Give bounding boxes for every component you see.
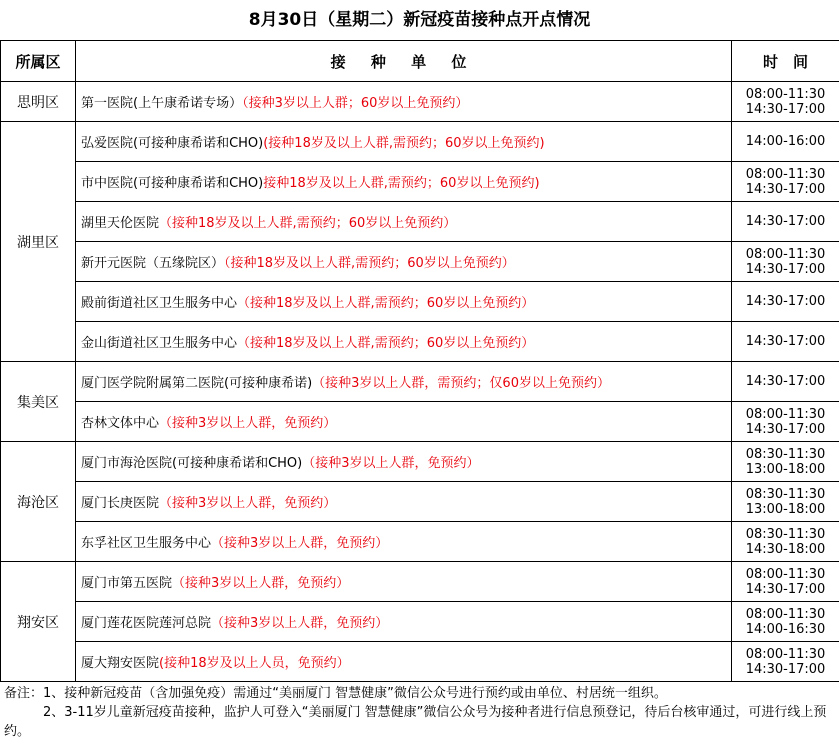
time-slot: 14:30-17:00	[745, 421, 826, 437]
eligibility-note: （接种3岁以上人群，免预约）	[159, 496, 337, 511]
time-slot: 08:00-11:30	[745, 566, 826, 582]
time-slot: 14:30-17:00	[745, 214, 826, 229]
eligibility-note: （接种3岁以上人群，免预约）	[172, 576, 350, 591]
table-row	[1, 162, 839, 202]
site-name: 市中医院(可接种康希诺和CHO)	[81, 176, 264, 191]
time-cell	[732, 362, 839, 402]
time-cell	[732, 402, 839, 442]
time-cell	[732, 602, 839, 642]
table-row	[1, 122, 839, 162]
table-row	[1, 482, 839, 522]
site-name: 厦门市海沧医院(可接种康希诺和CHO)	[81, 456, 303, 471]
site-cell	[76, 482, 732, 522]
time-slot: 14:30-18:00	[745, 541, 826, 557]
time-cell	[732, 82, 839, 122]
eligibility-note: （接种3岁以上人群，免预约）	[211, 536, 389, 551]
time-cell	[732, 242, 839, 282]
time-slot: 08:00-11:30	[745, 246, 826, 262]
site-name: 殿前街道社区卫生服务中心	[81, 296, 238, 311]
page-title: 8月30日（星期二）新冠疫苗接种点开点情况	[248, 10, 591, 30]
site-cell	[76, 562, 732, 602]
time-cell	[732, 442, 839, 482]
site-cell	[76, 82, 732, 122]
site-name: 厦门市第五医院	[81, 576, 173, 591]
time-cell	[732, 642, 839, 682]
eligibility-note: （接种3岁以上人群，需预约；仅60岁以上免预约）	[312, 376, 610, 391]
time-slot: 08:30-11:30	[745, 446, 826, 462]
site-cell	[76, 522, 732, 562]
table-row	[1, 522, 839, 562]
eligibility-note: （接种18岁及以上人群,需预约；60岁以上免预约）	[159, 216, 457, 231]
district-cell: 海沧区	[1, 442, 76, 562]
time-slot: 08:00-11:30	[745, 406, 826, 422]
time-slot: 14:00-16:00	[745, 134, 826, 149]
eligibility-note: （接种3岁以上人群，免预约）	[159, 416, 337, 431]
time-slot: 14:30-17:00	[745, 101, 826, 117]
site-name: 杏林文体中心	[81, 416, 160, 431]
table-row	[1, 282, 839, 322]
table-row	[1, 602, 839, 642]
time-slot: 14:30-17:00	[745, 334, 826, 349]
district-cell: 湖里区	[1, 122, 76, 362]
time-cell	[732, 482, 839, 522]
time-slot: 13:00-18:00	[745, 501, 826, 517]
note-line-2: 2、3-11岁儿童新冠疫苗接种，监护人可登入“美丽厦门 智慧健康”微信公众号为接种者进行信息预登记，待后台核审通过，可进行线上预约。	[4, 705, 827, 739]
eligibility-note: （接种3岁以上人群，免预约）	[211, 616, 389, 631]
eligibility-note: （接种18岁及以上人群,需预约；60岁以上免预约）	[237, 336, 535, 351]
time-slot: 08:00-11:30	[745, 86, 826, 102]
time-column-header: 时 间	[732, 41, 839, 82]
time-cell	[732, 282, 839, 322]
time-slot: 14:30-17:00	[745, 181, 826, 197]
time-slot: 14:30-17:00	[745, 661, 826, 677]
table-row	[1, 362, 839, 402]
district-cell: 翔安区	[1, 562, 76, 682]
table-row	[1, 202, 839, 242]
time-slot: 14:30-17:00	[745, 374, 826, 389]
time-slot: 14:00-16:30	[745, 621, 826, 637]
table-row	[1, 562, 839, 602]
unit-column-header: 接 种 单 位	[76, 41, 732, 82]
site-name: 东孚社区卫生服务中心	[81, 536, 212, 551]
district-column-header: 所属区	[1, 41, 76, 82]
eligibility-note: (接种18岁及以上人群,需预约；60岁以上免预约)	[263, 136, 545, 151]
site-cell	[76, 122, 732, 162]
site-name: 厦门长庚医院	[81, 496, 160, 511]
site-name: 厦门医学院附属第二医院(可接种康希诺)	[81, 376, 313, 391]
time-cell	[732, 202, 839, 242]
time-slot: 08:00-11:30	[745, 606, 826, 622]
time-slot: 13:00-18:00	[745, 461, 826, 477]
site-name: 新开元医院（五缘院区）	[81, 256, 225, 271]
site-name: 厦大翔安医院	[81, 656, 160, 671]
site-cell	[76, 602, 732, 642]
time-cell	[732, 522, 839, 562]
table-body	[1, 82, 839, 682]
eligibility-note: （接种3岁以上人群；60岁以上免预约）	[242, 96, 469, 111]
time-cell	[732, 122, 839, 162]
time-slot: 08:30-11:30	[745, 526, 826, 542]
time-slot: 08:30-11:30	[745, 486, 826, 502]
site-cell	[76, 282, 732, 322]
table-header-row	[1, 41, 839, 82]
time-cell	[732, 562, 839, 602]
table-row	[1, 442, 839, 482]
eligibility-note: (接种18岁及以上人员，免预约）	[159, 656, 350, 671]
table-row	[1, 82, 839, 122]
time-slot: 08:00-11:30	[745, 646, 826, 662]
time-cell	[732, 322, 839, 362]
time-slot: 08:00-11:30	[745, 166, 826, 182]
table-row	[1, 242, 839, 282]
site-name: 厦门莲花医院莲河总院	[81, 616, 212, 631]
site-cell	[76, 242, 732, 282]
site-cell	[76, 162, 732, 202]
table-row	[1, 402, 839, 442]
time-slot: 14:30-17:00	[745, 261, 826, 277]
site-cell	[76, 402, 732, 442]
notes-section	[4, 684, 838, 741]
vaccination-schedule-table	[0, 40, 839, 682]
site-name: 第一医院(上午康希诺专场）	[81, 96, 243, 111]
district-cell: 集美区	[1, 362, 76, 442]
site-cell	[76, 322, 732, 362]
site-cell	[76, 442, 732, 482]
site-cell	[76, 362, 732, 402]
site-name: 弘爱医院(可接种康希诺和CHO)	[81, 136, 264, 151]
district-cell: 思明区	[1, 82, 76, 122]
eligibility-note: （接种18岁及以上人群,需预约；60岁以上免预约）	[237, 296, 535, 311]
site-cell	[76, 642, 732, 682]
table-row	[1, 642, 839, 682]
time-slot: 14:30-17:00	[745, 294, 826, 309]
eligibility-note: （接种3岁以上人群，免预约）	[302, 456, 480, 471]
time-cell	[732, 162, 839, 202]
site-cell	[76, 202, 732, 242]
time-slot: 14:30-17:00	[745, 581, 826, 597]
note-line-1: 备注：1、接种新冠疫苗（含加强免疫）需通过“美丽厦门 智慧健康”微信公众号进行预约或由单位、村居统一组织。	[4, 686, 667, 701]
site-name: 金山街道社区卫生服务中心	[81, 336, 238, 351]
table-row	[1, 322, 839, 362]
eligibility-note: （接种18岁及以上人群,需预约；60岁以上免预约）	[224, 256, 515, 271]
eligibility-note: 接种18岁及以上人群,需预约；60岁以上免预约)	[263, 176, 540, 191]
site-name: 湖里天伦医院	[81, 216, 160, 231]
